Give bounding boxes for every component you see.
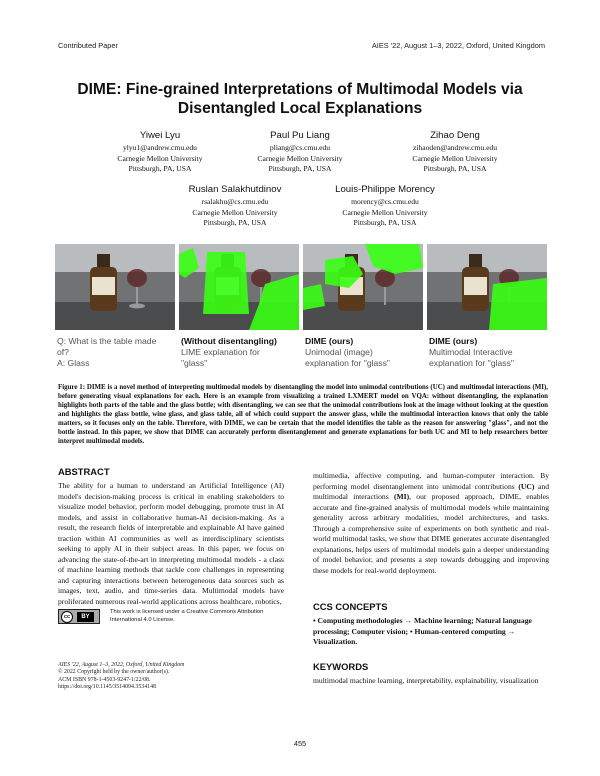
abstract-heading: ABSTRACT [58, 466, 110, 477]
keywords-text: multimodal machine learning, interpretability, explainability, visualization [313, 676, 539, 685]
abstract-continuation-part-3: , our proposed approach, DIME, enables accurate and fine-grained analysis of multimodal models while maintaining generality across arbitrary modalities, model architectures, and tasks. Through a comprehensive suite of experiments on both synthetic and real-world multimodal tasks, we show that DIME generates accurate disentangled explanations, helps users of multimodal models gain a deeper understanding of model behavior, and presents a step towards debugging and improving these models for real-world deployment. [313, 492, 549, 575]
ccs-part-1: • Computing methodologies → Machine learning; Natural language processing; Computer vision; [313, 616, 532, 636]
author-name: Zihao Deng [430, 130, 480, 141]
author-block-2 [230, 129, 370, 175]
author-email: zihaoden@andrew.cmu.edu [412, 143, 498, 152]
photo-dime-multimodal [427, 244, 547, 330]
doi-link[interactable]: https://doi.org/10.1145/3514094.3534148 [58, 683, 157, 690]
author-affiliation: Carnegie Mellon University [117, 153, 203, 163]
author-block-5 [310, 183, 460, 229]
author-block-4 [160, 183, 310, 229]
panel-4-heading: DIME (ours) [429, 336, 478, 346]
running-head [58, 41, 545, 53]
panel-3-heading: DIME (ours) [305, 336, 354, 346]
cc-by-badge-link[interactable] [58, 609, 100, 624]
author-email: ylyu1@andrew.cmu.edu [123, 143, 197, 152]
panel-2-heading: (Without disentangling) [181, 336, 277, 346]
panel-2-line-1: LIME explanation for [181, 346, 260, 357]
author-location: Pittsburgh, PA, USA [128, 164, 192, 174]
author-location: Pittsburgh, PA, USA [203, 218, 267, 228]
panel-2-line-2: "glass" [181, 357, 208, 368]
panel-2-label [181, 336, 303, 368]
abstract-continuation-part-2: and multimodal interactions [313, 481, 550, 501]
page-number: 455 [293, 739, 307, 748]
panel-1-label [57, 336, 177, 368]
panel-1-question-line-2: of? [57, 346, 69, 357]
multimodal-explanation-image [427, 244, 547, 330]
author-name: Louis-Philippe Morency [335, 184, 435, 195]
abstract-continuation-part-1: multimedia, affective computing, and human-computer interaction. By performing model disentanglement into unimodal contributions [313, 471, 549, 491]
author-affiliation: Carnegie Mellon University [192, 207, 278, 217]
ccs-part-2: • Human-centered computing → Visualization. [313, 626, 516, 646]
table-scene-image [55, 244, 175, 330]
license-text: This work is licensed under a Creative Commons Attribution International 4.0 License. [110, 609, 264, 624]
author-affiliation: Carnegie Mellon University [342, 207, 428, 217]
author-location: Pittsburgh, PA, USA [353, 218, 417, 228]
paper-title-line-2: Disentangled Local Explanations [177, 100, 423, 117]
footnote-venue: AIES '22, August 1–3, 2022, Oxford, United Kingdom [58, 662, 185, 668]
license-block [58, 608, 284, 640]
photo-lime [179, 244, 299, 330]
author-affiliation: Carnegie Mellon University [257, 153, 343, 163]
panel-1-question-line-1: Q: What is the table made [57, 336, 157, 346]
photo-original [55, 244, 175, 330]
panel-1-answer: A: Glass [57, 357, 90, 368]
author-location: Pittsburgh, PA, USA [423, 164, 487, 174]
running-head-right: AIES '22, August 1–3, 2022, Oxford, United Kingdom [371, 41, 545, 50]
author-block-3 [380, 129, 530, 175]
author-name: Yiwei Lyu [139, 130, 181, 141]
by-icon: BY [77, 612, 94, 622]
unimodal-explanation-image [303, 244, 423, 330]
author-email: pliang@cs.cmu.edu [269, 143, 331, 152]
author-location: Pittsburgh, PA, USA [268, 164, 332, 174]
footnote-copyright: © 2022 Copyright held by the owner/author(s). [58, 669, 170, 676]
panel-4-label [429, 336, 551, 368]
mi-term: (MI) [393, 492, 410, 501]
panel-4-line-1: Multimodal Interactive [429, 346, 513, 357]
author-email: rsalakhu@cs.cmu.edu [201, 197, 269, 206]
panel-3-line-1: Unimodal (image) [305, 346, 373, 357]
photo-dime-unimodal [303, 244, 423, 330]
ccs-heading: CCS CONCEPTS [313, 601, 388, 612]
panel-3-line-2: explanation for "glass" [305, 357, 390, 368]
lime-explanation-image [179, 244, 299, 330]
figure-caption: Figure 1: DIME is a novel method of interpreting multimodal models by disentangling the model into unimodal contributions (UC) and multimodal interactions (MI), before generating visual explanations for each. Here is an example from visualizing a trained LXMERT model on VQA: without disentangling, the explanation highlights both parts of the table and the glass bottle; with disentangling, we can see that the unimodal contributions look at the image without looking at the question and highlights the glass bottle, wine glass, and glass table, all of which could support the answer glass, while the multimodal interaction knows that only the table matters, so it focuses only on the table. Therefore, with DIME, we can be certain that the model identifies the table as the reason for answering "glass", and not the bottle instead. In this paper, we show that DIME can accurately perform disentanglement and generate explanations for both UC and MI to help researchers better interpret multimodal models. [58, 384, 548, 445]
author-block-1 [90, 129, 230, 175]
author-name: Paul Pu Liang [270, 130, 330, 141]
footnote [58, 662, 298, 691]
footnote-isbn: ACM ISBN 978-1-4503-9247-1/22/08. [58, 676, 151, 683]
keywords-heading: KEYWORDS [313, 661, 369, 672]
panel-4-line-2: explanation for "glass" [429, 357, 514, 368]
author-affiliation: Carnegie Mellon University [412, 153, 498, 163]
paper-title-line-1: DIME: Fine-grained Interpretations of Multimodal Models via [77, 81, 523, 98]
uc-term: (UC) [518, 481, 535, 491]
panel-3-label [305, 336, 427, 368]
abstract-continuation [313, 471, 549, 576]
paper-title [40, 80, 560, 118]
author-email: morency@cs.cmu.edu [351, 197, 419, 206]
author-name: Ruslan Salakhutdinov [188, 184, 282, 195]
cc-icon: cc [61, 611, 73, 623]
ccs-text [313, 616, 549, 648]
teaser-figure [55, 244, 547, 344]
abstract-text: The ability for a human to understand an Artificial Intelligence (AI) model's decision-making process is critical in enabling stakeholders to visualize model behavior, perform model debugging, promote trust in AI models, and assist in collaborative human-AI decision-making. As a result, the research fields of interpretable and explainable AI have gained traction within AI communities as well as interdisciplinary scientists seeking to apply AI in their subject areas. In this paper, we focus on advancing the state-of-the-art in interpreting multimodal models - a class of machine learning methods that tackle core challenges in representing and capturing interactions between heterogeneous data sources such as images, text, audio, and time-series data. Multimodal models have proliferated numerous real-world applications across healthcare, robotics, [58, 481, 284, 606]
running-head-left: Contributed Paper [58, 41, 118, 50]
